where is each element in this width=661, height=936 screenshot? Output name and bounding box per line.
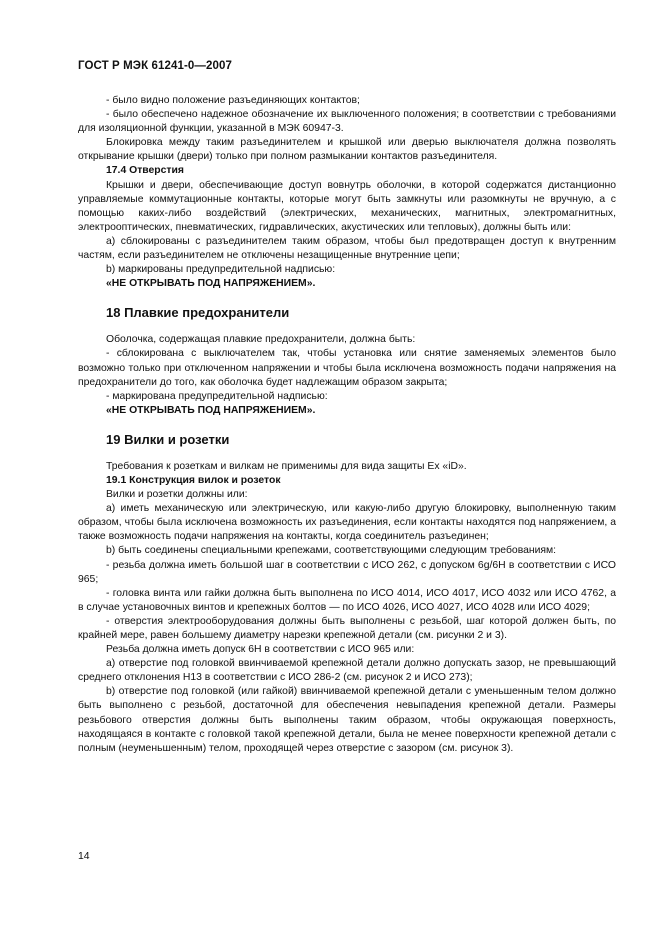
paragraph: Крышки и двери, обеспечивающие доступ вовнутрь оболочки, в которой содержатся дистанционно управляемые коммутационные контакты, которые могут быть замкнуты или разомкнуты не вручную, а с помощью каких-либо воздействий (электрических, механических, магнитных, электромагнитных, электрооптических, пневматических, гидравлических, акустических или тепловых), должны быть или: [78, 179, 616, 233]
paragraph: - отверстия электрооборудования должны быть выполнены с резьбой, шаг которой должен быть, по крайней мере, равен большему диаметру нарезки крепежной детали (см. рисунки 2 и 3). [78, 615, 616, 641]
document-body [78, 94, 616, 756]
paragraph: a) иметь механическую или электрическую, или какую-либо другую блокировку, выполненную таким образом, чтобы была исключена возможность их разъединения, если контакты находятся под напряжением, а также возможность подачи напряжения на контакты, когда соединитель разъединен; [78, 503, 616, 543]
paragraph: - было обеспечено надежное обозначение их выключенного положения; в соответствии с требованиями для изоляционной функции, указанной в МЭК 60947-3. [78, 109, 616, 135]
warning-text: «НЕ ОТКРЫВАТЬ ПОД НАПРЯЖЕНИЕМ». [106, 278, 316, 290]
paragraph: - было видно положение разъединяющих контактов; [106, 95, 360, 106]
subsection-heading: 19.1 Конструкция вилок и розеток [106, 474, 281, 486]
paragraph: b) быть соединены специальными крепежами, соответствующими следующим требованиям: [106, 545, 557, 557]
paragraph: a) сблокированы с разъединителем таким образом, чтобы был предотвращен доступ к внутренним частям, если разъединителем не отключены незащищенные внутренние цепи; [78, 235, 616, 262]
paragraph: - резьба должна иметь большой шаг в соответствии с ИСО 262, с допуском 6g/6H в соответствии с ИСО 965; [78, 559, 616, 585]
warning-text: «НЕ ОТКРЫВАТЬ ПОД НАПРЯЖЕНИЕМ». [106, 404, 316, 416]
subsection-heading: 17.4 Отверстия [106, 165, 184, 177]
paragraph: b) маркированы предупредительной надписью: [106, 264, 336, 276]
document-header: ГОСТ Р МЭК 61241-0—2007 [78, 60, 232, 72]
page-number: 14 [78, 851, 90, 862]
paragraph: Оболочка, содержащая плавкие предохранители, должна быть: [106, 334, 416, 346]
paragraph: Вилки и розетки должны или: [106, 489, 248, 501]
section-heading: 18 Плавкие предохранители [106, 305, 290, 321]
section-heading: 19 Вилки и розетки [106, 431, 230, 447]
paragraph: - маркирована предупредительной надписью: [106, 390, 328, 402]
paragraph: b) отверстие под головкой (или гайкой) ввинчиваемой крепежной детали с уменьшенным телом должно быть выполнено с резьбой, достаточной для обеспечения невыпадения крепежной детали. Размеры резьбового отверстия должны быть выполнены таким образом, чтобы окружающая поверхность, находящаяся в контакте с головкой такой крепежной детали, была не менее поверхности крепежной детали с полным (неуменьшенным) телом, проходящей через отверстие с зазором (см. рисунок 3). [78, 686, 616, 754]
paragraph: a) отверстие под головкой ввинчиваемой крепежной детали должно допускать зазор, не превышающий среднего отклонения H13 в соответствии с ИСО 286-2 (см. рисунок 2 и ИСО 273); [78, 658, 616, 684]
paragraph: - сблокирована с выключателем так, чтобы установка или снятие заменяемых элементов было возможно только при отключенном напряжении и чтобы была исключена возможность подачи напряжения на предохранители до того, как оболочка будет надлежащим образом закрыта; [78, 348, 616, 388]
paragraph: Требования к розеткам и вилкам не применимы для вида защиты Ex «iD». [106, 460, 467, 472]
paragraph: - головка винта или гайки должна быть выполнена по ИСО 4014, ИСО 4017, ИСО 4032 или ИСО 4762, а в случае установочных винтов и крепежных болтов — по ИСО 4026, ИСО 4027, ИСО 4028 или ИСО 4029; [78, 587, 616, 613]
paragraph: Блокировка между таким разъединителем и крышкой или дверью выключателя должна позволять открывание крышки (двери) только при полном размыкании контактов разъединителя. [78, 137, 616, 163]
paragraph: Резьба должна иметь допуск 6H в соответствии с ИСО 965 или: [106, 644, 415, 656]
